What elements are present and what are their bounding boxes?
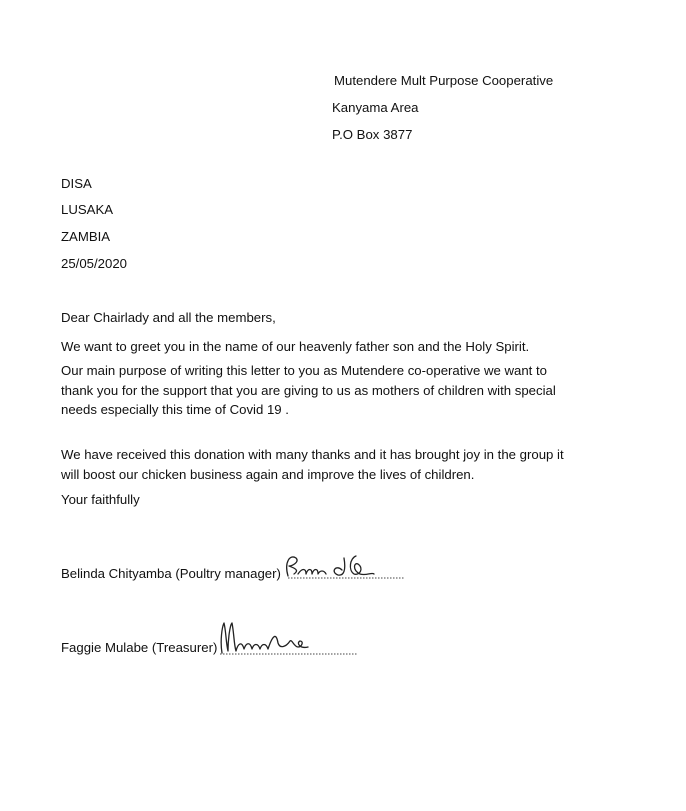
sender-po-box: P.O Box 3877 bbox=[332, 127, 413, 142]
recipient-city: LUSAKA bbox=[61, 202, 114, 217]
closing: Your faithfully bbox=[61, 492, 140, 507]
sender-area: Kanyama Area bbox=[332, 100, 419, 115]
sender-org-name: Mutendere Mult Purpose Cooperative bbox=[334, 73, 554, 88]
salutation: Dear Chairlady and all the members, bbox=[61, 310, 276, 325]
letter-date: 25/05/2020 bbox=[61, 256, 128, 271]
recipient-country: ZAMBIA bbox=[61, 229, 111, 244]
signature-image bbox=[216, 617, 366, 657]
paragraph-greeting: We want to greet you in the name of our heavenly father son and the Holy Spirit. bbox=[61, 339, 530, 354]
paragraph-purpose: Our main purpose of writing this letter to you as Mutendere co-operative we want to thank you for the support that you are giving to us as mothers of children with special needs especially this time of Covid 19 . bbox=[61, 363, 556, 417]
signatory-label: Belinda Chityamba (Poultry manager) bbox=[61, 566, 281, 581]
signatory-label: Faggie Mulabe (Treasurer) bbox=[61, 640, 218, 655]
signature-image bbox=[280, 544, 410, 582]
paragraph-donation: We have received this donation with many thanks and it has brought joy in the group it will boost our chicken business again and improve the lives of children. bbox=[61, 447, 564, 482]
recipient-name: DISA bbox=[61, 176, 92, 191]
